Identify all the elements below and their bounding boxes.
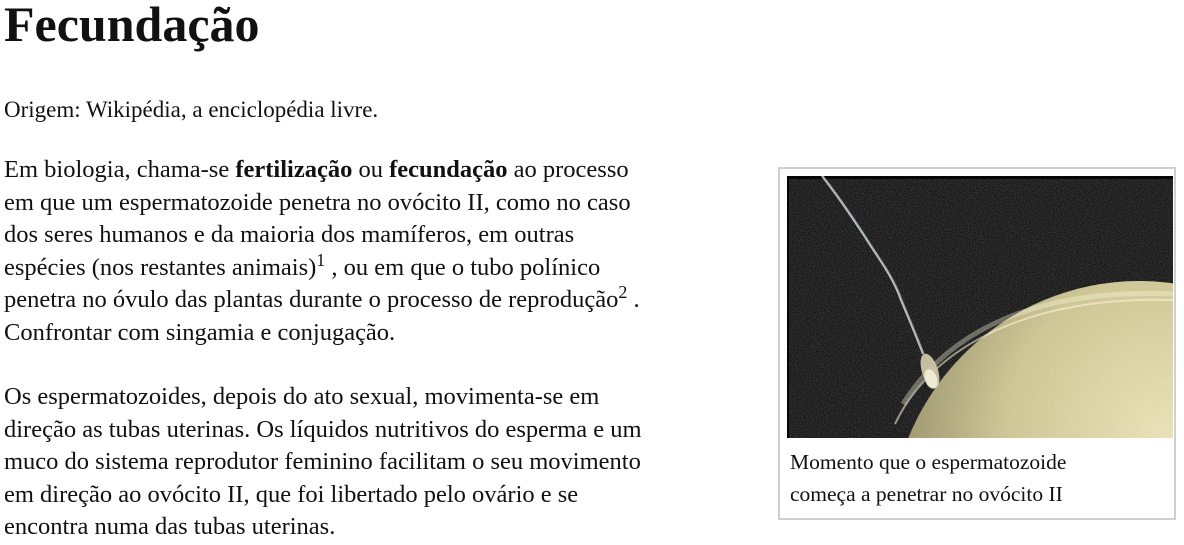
fertilization-photo[interactable]	[787, 176, 1173, 438]
paragraph-1-line-2: em que um espermatozoide penetra no ovócito II, como no caso	[4, 188, 631, 216]
article-title: Fecundação	[4, 0, 260, 52]
paragraph-1-line-1-text-a: Em biologia, chama-se	[4, 156, 236, 183]
paragraph-1-line-6: Confrontar com singamia e conjugação.	[4, 318, 396, 346]
figure-caption	[790, 446, 1168, 510]
article-origin: Origem: Wikipédia, a enciclopédia livre.	[4, 97, 379, 122]
bold-term-fecundacao: fecundação	[389, 156, 508, 183]
reference-2[interactable]: 2	[618, 282, 628, 303]
bold-term-fertilizacao: fertilização	[235, 156, 353, 183]
paragraph-2-line-2: direção as tubas uterinas. Os líquidos nutritivos do esperma e um	[4, 415, 642, 443]
paragraph-2-line-5: encontra numa das tubas uterinas.	[4, 513, 336, 541]
sperm-and-egg-photo-icon	[787, 176, 1173, 438]
figure-box	[778, 167, 1176, 520]
paragraph-1-line-4	[4, 249, 754, 285]
paragraph-1-line-1-text-c: ao processo	[507, 156, 629, 183]
paragraph-2-line-1: Os espermatozoides, depois do ato sexual, movimenta-se em	[4, 383, 600, 410]
paragraph-1-line-4-text-a: espécies (nos restantes animais)	[4, 253, 317, 281]
paragraph-1-line-1-text-b: ou	[352, 156, 390, 183]
paragraph-1-line-5	[4, 284, 754, 317]
paragraph-1-line-1	[4, 154, 754, 187]
paragraph-1-line-5-text-a: penetra no óvulo das plantas durante o processo de reprodução	[4, 286, 619, 314]
paragraph-2-line-3: muco do sistema reprodutor feminino facilitam o seu movimento	[4, 448, 641, 476]
paragraph-1-line-4-text-b: , ou em que o tubo polínico	[325, 253, 601, 281]
reference-1[interactable]: 1	[316, 249, 326, 270]
paragraph-1-line-3: dos seres humanos e da maioria dos mamíferos, em outras	[4, 221, 575, 249]
paragraph-2-line-4: em direção ao ovócito II, que foi libertado pelo ovário e se	[4, 480, 579, 508]
paragraph-1-line-5-text-b: .	[627, 286, 640, 314]
article-paragraph-1	[4, 154, 754, 350]
figure-caption-line-1: Momento que o espermatozoide	[790, 450, 1067, 474]
figure-caption-line-2: começa a penetrar no ovócito II	[790, 482, 1063, 506]
article-paragraph-2	[4, 381, 754, 544]
